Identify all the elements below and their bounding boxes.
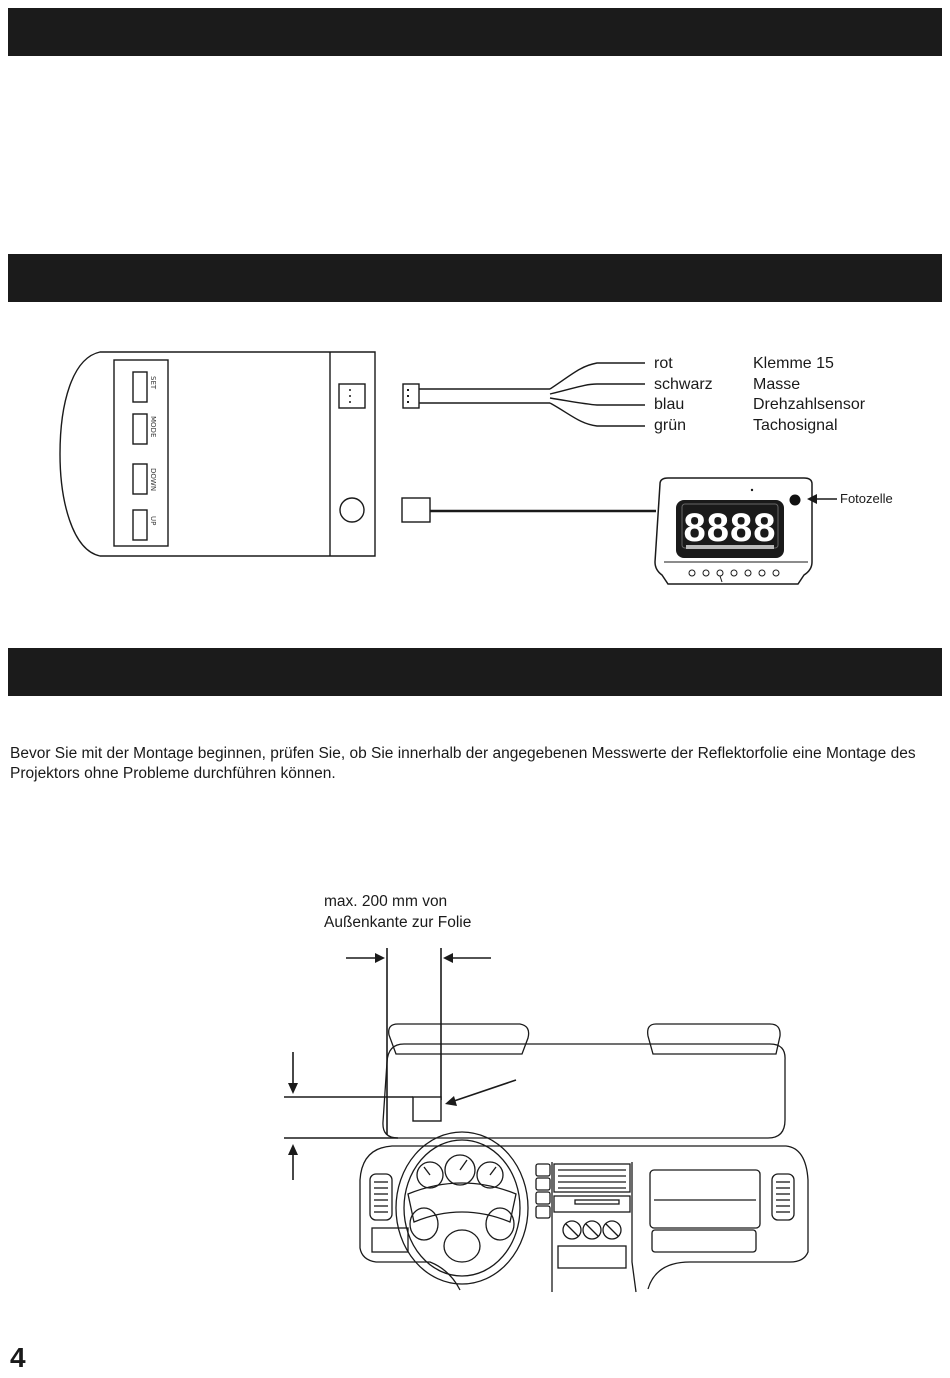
- wire-row: [654, 416, 865, 437]
- control-unit: [60, 352, 375, 556]
- dimension-label-line1: max. 200 mm von: [324, 893, 448, 910]
- wire-function: Klemme 15: [753, 355, 834, 372]
- wire-row: [654, 375, 865, 396]
- button-label-up: UP: [149, 516, 157, 526]
- wire-function: Drehzahlsensor: [753, 396, 866, 413]
- dimension-lines: [284, 948, 516, 1180]
- wiring-harness: [403, 363, 645, 426]
- button-label-mode: MODE: [149, 416, 157, 438]
- car-dashboard: [360, 1024, 808, 1292]
- wire-color: grün: [654, 416, 687, 434]
- reflector-foil: [413, 1097, 441, 1121]
- connector-pins: [407, 389, 409, 403]
- wire-color: blau: [654, 396, 685, 413]
- display-digits: 8888: [683, 506, 777, 550]
- photo-cell-dot: [790, 495, 801, 506]
- button-label-set: SET: [149, 376, 157, 390]
- button-label-down: DOWN: [149, 468, 157, 492]
- dimension-label-line2: Außenkante zur Folie: [324, 914, 472, 931]
- instruction-paragraph: Bevor Sie mit der Montage beginnen, prüfen Sie, ob Sie innerhalb der angegebenen Messwerte der Reflektorfolie eine Montage des Projektors ohne Probleme durchführen können.: [10, 745, 916, 782]
- wire-color: rot: [654, 355, 673, 372]
- wire-color: schwarz: [654, 375, 713, 393]
- fotozelle-label: Fotozelle: [840, 491, 893, 506]
- connector-socket-pins: [349, 389, 351, 403]
- wire-row: [654, 395, 865, 416]
- wire-row: [654, 354, 865, 375]
- wiring-legend: [654, 354, 865, 436]
- wire-function: Masse: [753, 375, 801, 393]
- sensor-plug: [402, 498, 430, 522]
- wire-function: Tachosignal: [753, 416, 838, 434]
- page-number: 4: [10, 1342, 26, 1373]
